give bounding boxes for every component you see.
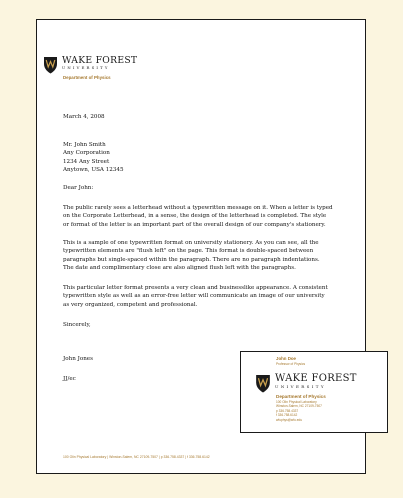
address-line: Any Corporation — [63, 150, 110, 157]
card-address-line: 100 Olin Physical Laboratory — [276, 400, 317, 404]
card-email: wfuphys@wfu.edu — [276, 418, 303, 422]
address-line: Mr. John Smith — [63, 142, 106, 148]
paragraph-1 — [63, 204, 353, 229]
recipient-address — [63, 141, 353, 174]
department-name: Department of Physics — [63, 75, 111, 80]
university-name: WAKE FOREST — [62, 55, 138, 66]
paragraph-2 — [63, 239, 353, 272]
card-person-name: John Doe — [276, 356, 297, 361]
closing: Sincerely, — [63, 322, 91, 328]
text-line: or format of the letter is an important part of the overall design of our company's stationery. — [63, 221, 326, 228]
card-phone: p 336.758.4337 — [276, 409, 299, 413]
signer-name: John Jones — [63, 356, 93, 362]
shield-icon — [255, 374, 271, 393]
typist-initials: JJ/ec — [63, 376, 76, 382]
card-university-name: WAKE FOREST — [275, 373, 357, 384]
text-line: typewritten style as well as an error-free letter will communicate an image of our university — [63, 293, 325, 300]
salutation: Dear John: — [63, 185, 94, 191]
card-address-line: Winston-Salem, NC 27109-7507 — [276, 404, 322, 408]
shield-icon — [43, 56, 58, 74]
text-line: paragraphs but single-spaced within the paragraph. There are no paragraph indentations. — [63, 256, 320, 263]
text-line: on the Corporate Letterhead, in a sense, the design of the letterhead is completed. The style — [63, 213, 327, 220]
university-subtitle: UNIVERSITY — [62, 65, 110, 71]
text-line: This is a sample of one typewritten format on university stationery. As you can see, all the — [63, 240, 319, 246]
letter-date: March 4, 2008 — [63, 114, 105, 120]
business-card — [240, 351, 388, 433]
card-person-title: Professor of Physics — [276, 362, 306, 366]
text-line: The date and complimentary close are also aligned flush left with the paragraphs. — [63, 264, 296, 271]
text-line: The public rarely sees a letterhead without a typewritten message on it. When a letter is typed — [63, 205, 333, 211]
address-line: 1234 Any Street — [63, 158, 110, 165]
address-line: Anytown, USA 12345 — [63, 166, 124, 173]
letterhead-footer: 100 Olin Physical Laboratory | Winston-Salem, NC 27109-7507 | p 336.758.4337 | f 336.758.6142 — [63, 455, 210, 459]
text-line: as very organized, competent and professional. — [63, 301, 198, 308]
card-fax: f 336.758.6142 — [276, 413, 298, 417]
paragraph-3 — [63, 284, 353, 309]
card-university-subtitle: UNIVERSITY — [275, 384, 326, 389]
text-line: typewritten elements are "flush left" on the page. This format is double-spaced between — [63, 248, 314, 255]
card-logo — [255, 374, 357, 393]
text-line: This particular letter format presents a very clean and businesslike appearance. A consistent — [63, 285, 328, 291]
card-department: Department of Physics — [276, 394, 326, 399]
